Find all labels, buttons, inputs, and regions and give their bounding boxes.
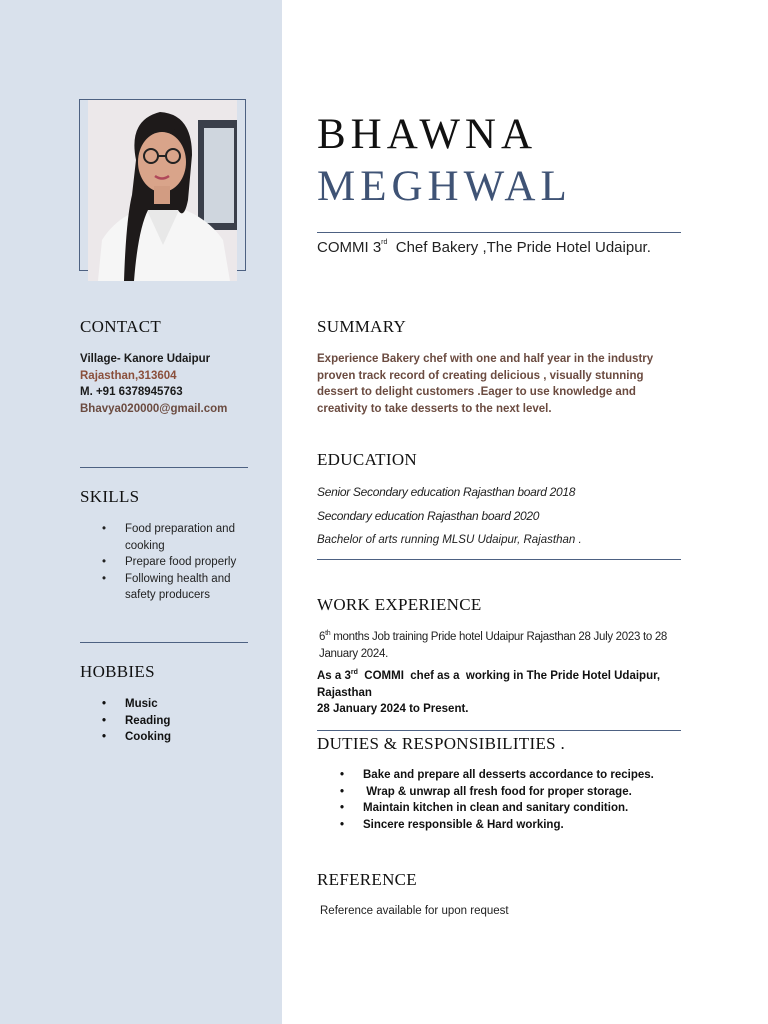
duty-item: • Bake and prepare all desserts accordance to recipes. <box>318 767 698 784</box>
duty-item: • Wrap & unwrap all fresh food for proper storage. <box>318 784 698 801</box>
skill-item: • Prepare food properly <box>80 554 255 571</box>
education-divider <box>317 559 681 560</box>
work-item-training <box>319 629 691 662</box>
education-item: Secondary education Rajasthan board 2020 <box>317 509 540 523</box>
last-name: MEGHWAL <box>317 163 572 210</box>
work-item-current-pre: As a 3 <box>317 670 351 682</box>
hobby-item: • Music <box>80 696 255 713</box>
reference-text: Reference available for upon request <box>320 905 509 917</box>
job-title-sup: rd <box>381 239 388 246</box>
job-title <box>317 238 651 258</box>
education-list <box>317 484 681 548</box>
work-item-current-role <box>317 668 677 701</box>
summary-text: Experience Bakery chef with one and half year in the industry proven track record of creating delicious , visually stunning dessert to delight customers .Eager to use knowledge and creativity to take desserts to the next level. <box>317 353 654 415</box>
job-title-pre: COMMI 3 <box>317 239 382 256</box>
work-item-training-text: months Job training Pride hotel Udaipur Rajasthan 28 July 2023 to 28 January 2024. <box>319 631 668 660</box>
contact-email[interactable]: Bhavya020000@gmail.com <box>80 402 228 415</box>
summary-heading: SUMMARY <box>317 317 407 336</box>
skills-list <box>80 521 255 604</box>
work-item-current-text: COMMI chef as a working in The Pride Hotel Udaipur, Rajasthan <box>317 670 664 699</box>
work-divider <box>317 730 681 731</box>
work-heading: WORK EXPERIENCE <box>317 595 482 614</box>
work-item-training-num: 6 <box>319 631 326 643</box>
hobby-item: • Cooking <box>80 729 255 746</box>
duties-heading: DUTIES & RESPONSIBILITIES . <box>317 734 565 753</box>
contact-heading: CONTACT <box>80 317 162 336</box>
skills-heading: SKILLS <box>80 487 140 506</box>
work-item-current-sup: rd <box>350 669 358 676</box>
duty-item: • Sincere responsible & Hard working. <box>318 817 698 834</box>
work-item-current <box>317 668 677 718</box>
contact-phone: M. +91 6378945763 <box>80 386 183 398</box>
work-item-training-sup: th <box>325 630 331 637</box>
contact-divider <box>80 467 248 468</box>
hobby-item: • Reading <box>80 713 255 730</box>
contact-block <box>80 351 270 417</box>
reference-heading: REFERENCE <box>317 870 417 889</box>
job-title-post: Chef Bakery ,The Pride Hotel Udaipur. <box>387 239 651 256</box>
contact-region: Rajasthan,313604 <box>80 369 177 382</box>
duties-list <box>318 767 698 833</box>
contact-address: Village- Kanore Udaipur <box>80 353 211 365</box>
hobbies-heading: HOBBIES <box>80 662 155 681</box>
education-item: Bachelor of arts running MLSU Udaipur, Rajasthan . <box>317 534 582 546</box>
hobbies-list <box>80 696 255 746</box>
work-item-current-dates: 28 January 2024 to Present. <box>317 703 469 715</box>
skill-item: • Following health and safety producers <box>80 571 255 604</box>
skills-divider <box>80 642 248 643</box>
education-item: Senior Secondary education Rajasthan board 2018 <box>317 485 576 499</box>
skill-item: • Food preparation and cooking <box>80 521 255 554</box>
name-divider <box>317 232 681 233</box>
education-heading: EDUCATION <box>317 450 417 469</box>
first-name: BHAWNA <box>317 111 538 158</box>
profile-photo <box>88 100 237 281</box>
duty-item: • Maintain kitchen in clean and sanitary condition. <box>318 800 698 817</box>
